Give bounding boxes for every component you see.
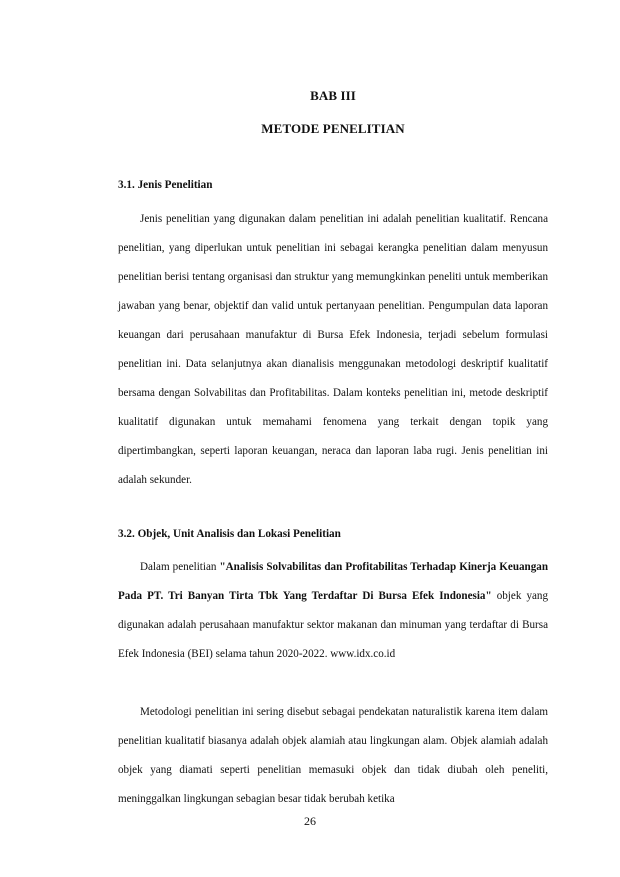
- chapter-title: METODE PENELITIAN: [261, 121, 405, 136]
- research-title: "Analisis Solvabilitas dan Profitabilitas Terhadap Kinerja Keuangan Pada PT. Tri Banyan Tirta Tbk Yang Terdaftar Di Bursa Efek Indonesia": [118, 561, 548, 602]
- section-3-2-paragraph-1: [118, 553, 548, 669]
- section-3-1-paragraph: Jenis penelitian yang digunakan dalam penelitian ini adalah penelitian kualitatif. Rencana penelitian, yang diperlukan untuk penelitian ini sebagai kerangka penelitian dalam menyusun penelitian berisi tentang organisasi dan struktur yang memungkinkan peneliti untuk memberikan jawaban yang benar, objektif dan valid untuk pertanyaan penelitian. Pengumpulan data laporan keuangan dari perusahaan manufaktur di Bursa Efek Indonesia, terjadi sebelum formulasi penelitian ini. Data selanjutnya akan dianalisis menggunakan metodologi deskriptif kualitatif bersama dengan Solvabilitas dan Profitabilitas. Dalam konteks penelitian ini, metode deskriptif kualitatif digunakan untuk memahami fenomena yang terkait dengan topik yang dipertimbangkan, seperti laporan keuangan, neraca dan laporan laba rugi. Jenis penelitian ini adalah sekunder.: [118, 213, 548, 486]
- section-heading-3-2: 3.2. Objek, Unit Analisis dan Lokasi Penelitian: [118, 528, 341, 540]
- paragraph-intro: Dalam penelitian: [140, 561, 220, 573]
- section-heading-3-1: 3.1. Jenis Penelitian: [118, 179, 213, 191]
- paragraph-rest: objek yang digunakan adalah perusahaan manufaktur sektor makanan dan minuman yang terdaftar di Bursa Efek Indonesia (BEI) selama tahun 2020-2022. www.idx.co.id: [118, 590, 549, 660]
- section-3-2-paragraph-2: Metodologi penelitian ini sering disebut sebagai pendekatan naturalistik karena item dalam penelitian kualitatif biasanya adalah objek alamiah atau lingkungan alam. Objek alamiah adalah objek yang diamati seperti penelitian memasuki objek dan tidak diubah oleh peneliti, meninggalkan lingkungan sebagian besar tidak berubah ketika: [118, 706, 548, 805]
- chapter-number: BAB III: [310, 88, 356, 103]
- page-number: 26: [304, 814, 316, 828]
